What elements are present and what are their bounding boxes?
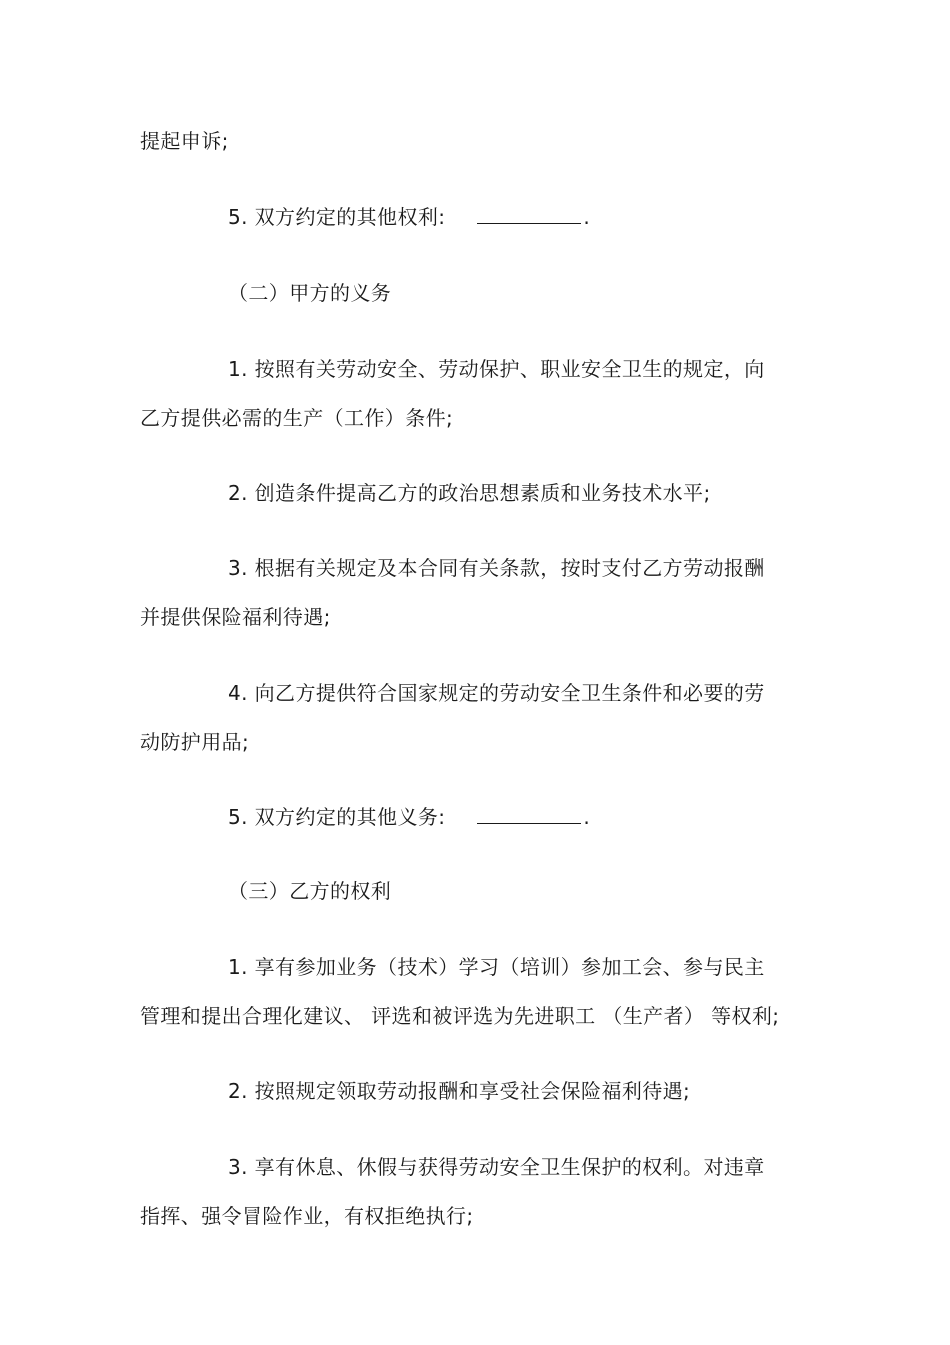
fill-in-blank (477, 205, 581, 224)
fill-in-blank (477, 805, 581, 824)
right-3-line-1: 3. 享有休息、休假与获得劳动安全卫生保护的权利。对违章 (228, 1155, 765, 1179)
obligation-item-5 (228, 804, 590, 830)
text-line-appeal: 提起申诉; (140, 129, 229, 153)
right-2: 2. 按照规定领取劳动报酬和享受社会保险福利待遇; (228, 1079, 691, 1103)
right-3-line-2: 指挥、强令冒险作业，有权拒绝执行; (140, 1204, 474, 1228)
obligation-2: 2. 创造条件提高乙方的政治思想素质和业务技术水平; (228, 481, 711, 505)
period: . (583, 805, 591, 829)
right-1-line-2: 管理和提出合理化建议、 评选和被评选为先进职工 （生产者） 等权利; (140, 1004, 780, 1028)
obligation-1-line-2: 乙方提供必需的生产（工作）条件; (140, 406, 454, 430)
section-heading-party-a-obligations: （二）甲方的义务 (228, 281, 392, 305)
obligation-4-line-1: 4. 向乙方提供符合国家规定的劳动安全卫生条件和必要的劳 (228, 681, 765, 705)
section-heading-party-b-rights: （三）乙方的权利 (228, 879, 392, 903)
period: . (583, 205, 591, 229)
obligation-1-line-1: 1. 按照有关劳动安全、劳动保护、职业安全卫生的规定，向 (228, 357, 765, 381)
obligation-3-line-1: 3. 根据有关规定及本合同有关条款，按时支付乙方劳动报酬 (228, 556, 765, 580)
rights-item-5 (228, 204, 590, 230)
obligation-4-line-2: 动防护用品; (140, 730, 250, 754)
right-1-line-1: 1. 享有参加业务（技术）学习（培训）参加工会、参与民主 (228, 955, 765, 979)
obligation-3-line-2: 并提供保险福利待遇; (140, 605, 331, 629)
rights-item-5-text: 5. 双方约定的其他权利: (228, 205, 446, 229)
obligation-item-5-text: 5. 双方约定的其他义务: (228, 805, 446, 829)
